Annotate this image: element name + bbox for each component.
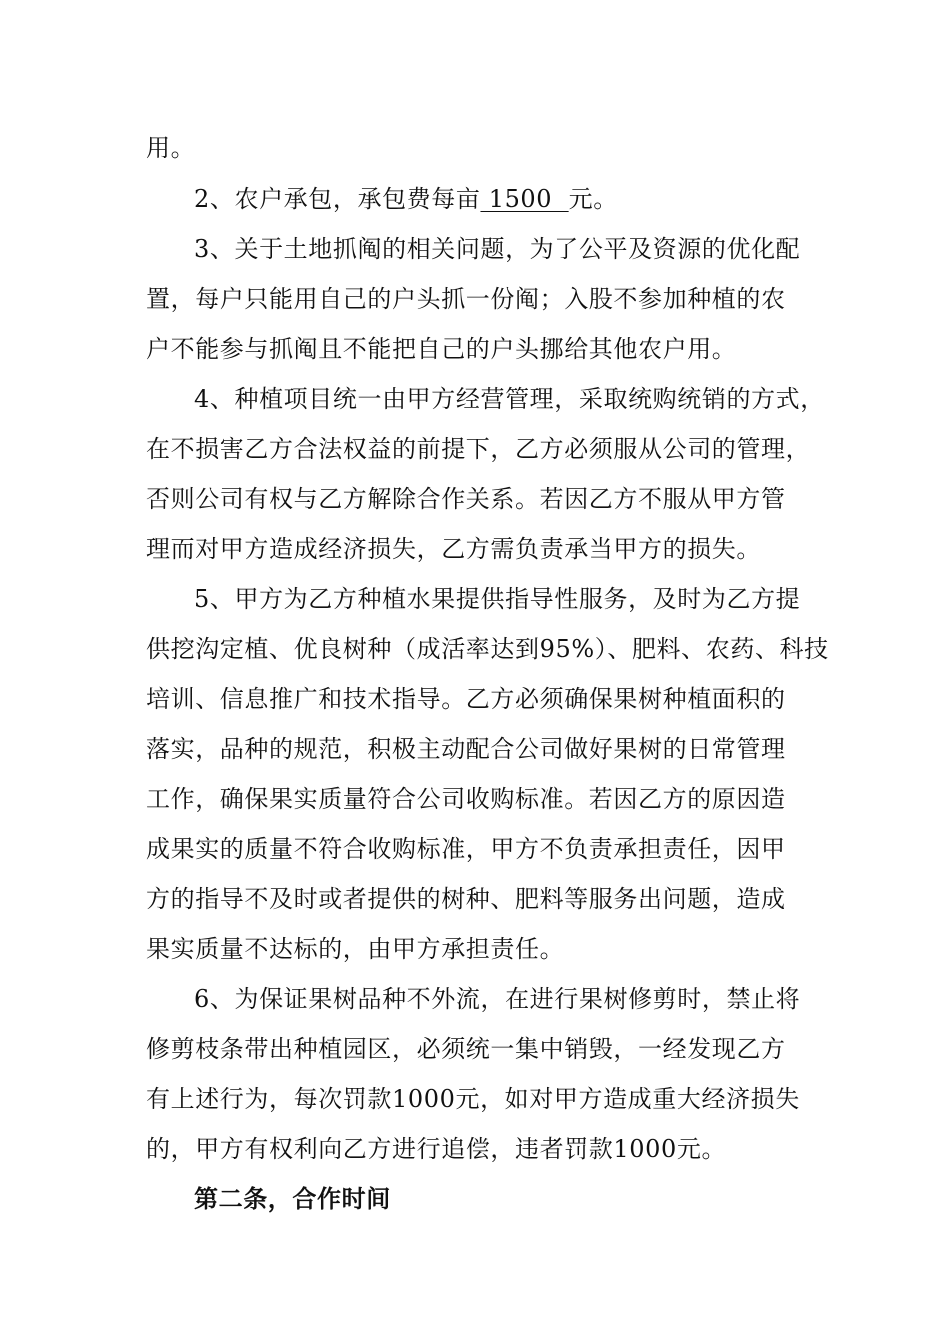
- paragraph-line: 培训、信息推广和技术指导。乙方必须确保果树种植面积的: [146, 685, 786, 713]
- section-heading: 第二条，合作时间: [194, 1185, 391, 1213]
- paragraph-line: 理而对甲方造成经济损失，乙方需负责承当甲方的损失。: [146, 535, 761, 563]
- paragraph-line: 在不损害乙方合法权益的前提下，乙方必须服从公司的管理，: [146, 435, 811, 463]
- fee-clause-suffix: 元。: [568, 185, 618, 213]
- paragraph-line: 否则公司有权与乙方解除合作关系。若因乙方不服从甲方管: [146, 485, 786, 513]
- paragraph-line: 有上述行为，每次罚款1000元，如对甲方造成重大经济损失: [146, 1085, 800, 1113]
- paragraph-line: 工作，确保果实质量符合公司收购标准。若因乙方的原因造: [146, 785, 786, 813]
- fee-clause-prefix: 2、农户承包，承包费每亩: [194, 185, 481, 213]
- paragraph-line: 用。: [146, 134, 196, 162]
- paragraph-line: 4、种植项目统一由甲方经营管理，采取统购统销的方式，: [194, 385, 825, 413]
- paragraph-line: 6、为保证果树品种不外流，在进行果树修剪时，禁止将: [194, 985, 801, 1013]
- paragraph-line: 果实质量不达标的，由甲方承担责任。: [146, 935, 565, 963]
- paragraph-line: 3、关于土地抓阄的相关问题，为了公平及资源的优化配: [194, 235, 801, 263]
- fee-clause: [194, 184, 618, 214]
- paragraph-line: 方的指导不及时或者提供的树种、肥料等服务出问题，造成: [146, 885, 786, 913]
- fee-amount: 1500: [480, 185, 569, 213]
- paragraph-line: 供挖沟定植、优良树种（成活率达到95%）、肥料、农药、科技: [146, 635, 829, 663]
- paragraph-line: 成果实的质量不符合收购标准，甲方不负责承担责任，因甲: [146, 835, 786, 863]
- paragraph-line: 修剪枝条带出种植园区，必须统一集中销毁，一经发现乙方: [146, 1035, 786, 1063]
- paragraph-line: 落实，品种的规范，积极主动配合公司做好果树的日常管理: [146, 735, 786, 763]
- paragraph-line: 5、甲方为乙方种植水果提供指导性服务，及时为乙方提: [194, 585, 801, 613]
- paragraph-line: 置，每户只能用自己的户头抓一份阄；入股不参加种植的农: [146, 285, 786, 313]
- paragraph-line: 的，甲方有权利向乙方进行追偿，违者罚款1000元。: [146, 1135, 727, 1163]
- paragraph-line: 户不能参与抓阄且不能把自己的户头挪给其他农户用。: [146, 335, 737, 363]
